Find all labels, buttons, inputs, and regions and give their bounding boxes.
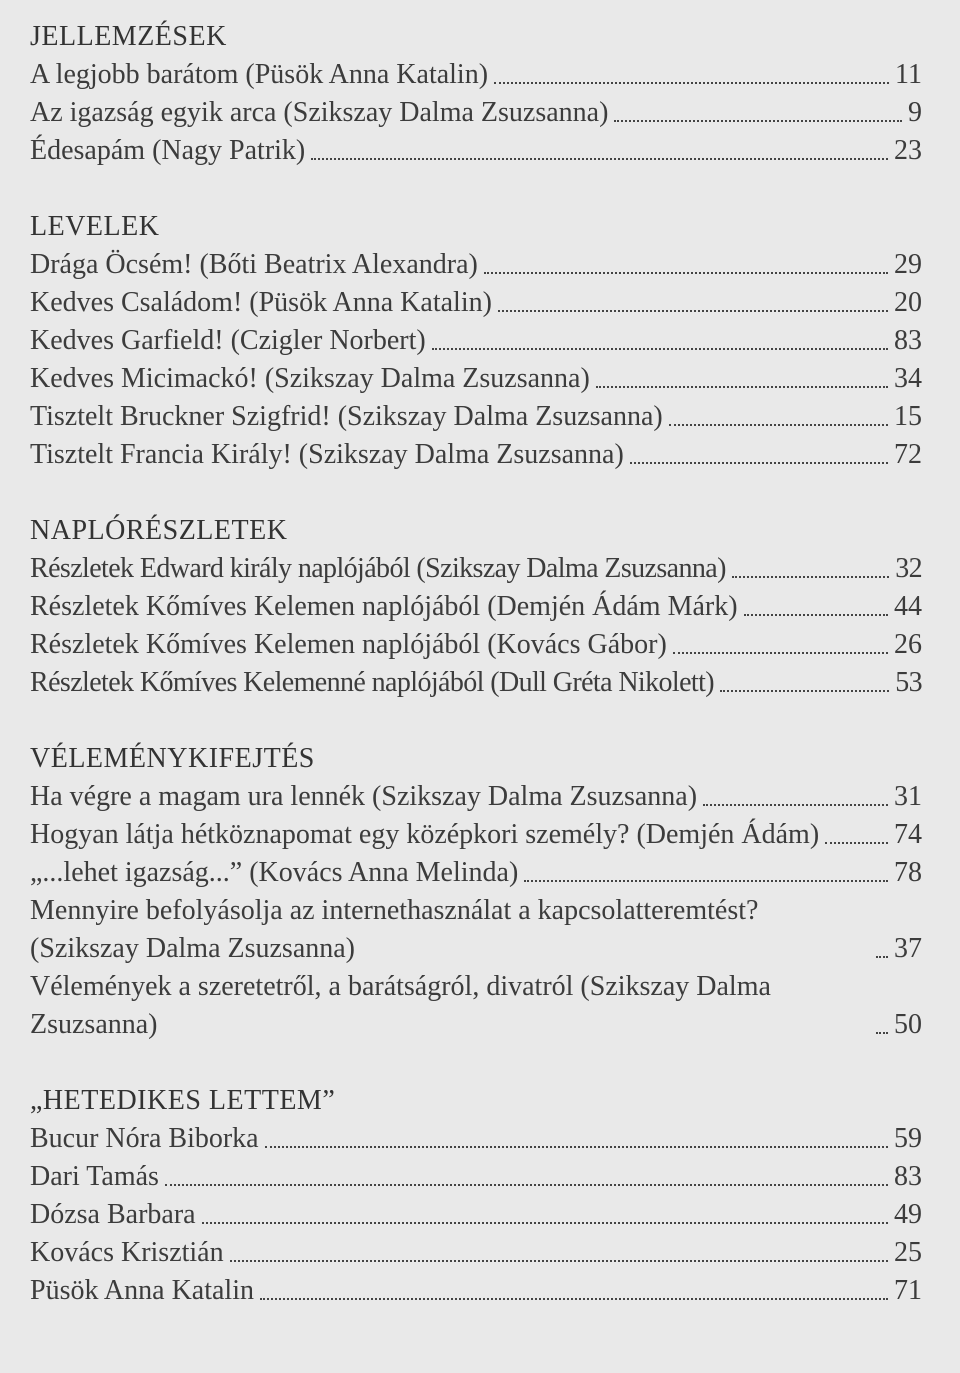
toc-entry-page: 53 <box>895 667 922 698</box>
section-naploreszletek <box>30 512 922 702</box>
toc-entry-page: 23 <box>894 135 922 166</box>
toc-entry[interactable] <box>30 664 922 702</box>
toc-entry-page: 9 <box>908 97 922 128</box>
toc-entry[interactable] <box>30 56 922 94</box>
toc-entry[interactable] <box>30 1234 922 1272</box>
toc-entry-title: Részletek Kőmíves Kelemen naplójából (Kovács Gábor) <box>30 629 667 660</box>
section-velemenykifejtes <box>30 740 922 1044</box>
toc-entry[interactable] <box>30 968 922 1044</box>
toc-entry-title: Dari Tamás <box>30 1161 159 1192</box>
toc-entry[interactable] <box>30 398 922 436</box>
dot-leader <box>876 1032 888 1034</box>
toc-entry-page: 31 <box>894 781 922 812</box>
toc-entry-page: 26 <box>894 629 922 660</box>
toc-entry-title: Az igazság egyik arca (Szikszay Dalma Zsuzsanna) <box>30 97 609 128</box>
dot-leader <box>265 1146 888 1148</box>
toc-entry-page: 29 <box>894 249 922 280</box>
toc-entry[interactable] <box>30 1158 922 1196</box>
dot-leader <box>494 82 889 84</box>
toc-entry[interactable] <box>30 436 922 474</box>
toc-entry-title: Drága Öcsém! (Bőti Beatrix Alexandra) <box>30 249 478 280</box>
toc-entry-page: 71 <box>894 1275 922 1306</box>
toc-entry-page: 78 <box>894 857 922 888</box>
dot-leader <box>614 120 902 122</box>
toc-entry-title: Bucur Nóra Biborka <box>30 1123 259 1154</box>
section-hetedikes-lettem <box>30 1082 922 1310</box>
toc-entry-title: Édesapám (Nagy Patrik) <box>30 135 306 166</box>
toc-entry-title: „...lehet igazság...” (Kovács Anna Melinda) <box>30 857 519 888</box>
toc-entry[interactable] <box>30 778 922 816</box>
dot-leader <box>720 690 889 692</box>
toc-entry[interactable] <box>30 1196 922 1234</box>
toc-entry-page: 50 <box>894 1009 922 1040</box>
toc-entry-title: Mennyire befolyásolja az internethasználat a kapcsolatteremtést? (Szikszay Dalma Zsuzsanna) <box>30 895 759 964</box>
dot-leader <box>524 880 888 882</box>
dot-leader <box>703 804 888 806</box>
toc-entry-title: Ha végre a magam ura lennék (Szikszay Dalma Zsuzsanna) <box>30 781 698 812</box>
toc-entry[interactable] <box>30 132 922 170</box>
toc-entry-page: 49 <box>894 1199 922 1230</box>
toc-entry-page: 11 <box>895 59 922 90</box>
toc-entry-title: Kedves Családom! (Püsök Anna Katalin) <box>30 287 492 318</box>
toc-entry[interactable] <box>30 816 922 854</box>
dot-leader <box>230 1260 888 1262</box>
dot-leader <box>432 348 888 350</box>
section-levelek <box>30 208 922 474</box>
toc-entry-title: Részletek Kőmíves Kelemenné naplójából (Dull Gréta Nikolett) <box>30 667 715 698</box>
toc-entry-title: Részletek Kőmíves Kelemen naplójából (Demjén Ádám Márk) <box>30 591 738 622</box>
dot-leader <box>630 462 888 464</box>
toc-entry-page: 25 <box>894 1237 922 1268</box>
dot-leader <box>669 424 888 426</box>
toc-entry[interactable] <box>30 588 922 626</box>
toc-entry-page: 74 <box>894 819 922 850</box>
toc-entry-page: 59 <box>894 1123 922 1154</box>
toc-entry[interactable] <box>30 854 922 892</box>
dot-leader <box>484 272 888 274</box>
toc-entry-title: Kedves Garfield! (Czigler Norbert) <box>30 325 426 356</box>
dot-leader <box>732 576 889 578</box>
section-title: VÉLEMÉNYKIFEJTÉS <box>30 743 315 774</box>
dot-leader <box>165 1184 888 1186</box>
toc-entry-page: 83 <box>894 325 922 356</box>
toc-entry-title: Tisztelt Bruckner Szigfrid! (Szikszay Dalma Zsuzsanna) <box>30 401 663 432</box>
dot-leader <box>311 158 888 160</box>
toc-entry-title: Püsök Anna Katalin <box>30 1275 254 1306</box>
toc-entry[interactable] <box>30 626 922 664</box>
toc-entry-title: Tisztelt Francia Király! (Szikszay Dalma Zsuzsanna) <box>30 439 624 470</box>
toc-entry[interactable] <box>30 550 922 588</box>
section-title: „HETEDIKES LETTEM” <box>30 1085 336 1116</box>
toc-entry-page: 44 <box>894 591 922 622</box>
toc-entry[interactable] <box>30 892 922 968</box>
dot-leader <box>876 956 888 958</box>
toc-entry[interactable] <box>30 1120 922 1158</box>
dot-leader <box>498 310 888 312</box>
toc-entry-page: 20 <box>894 287 922 318</box>
toc-entry[interactable] <box>30 360 922 398</box>
dot-leader <box>825 842 888 844</box>
toc-entry-page: 72 <box>894 439 922 470</box>
section-title: NAPLÓRÉSZLETEK <box>30 515 288 546</box>
section-title: JELLEMZÉSEK <box>30 21 227 52</box>
toc-entry-title: Kovács Krisztián <box>30 1237 224 1268</box>
dot-leader <box>744 614 888 616</box>
toc-entry-page: 83 <box>894 1161 922 1192</box>
toc-entry-title: Dózsa Barbara <box>30 1199 196 1230</box>
toc-entry[interactable] <box>30 284 922 322</box>
toc-entry-page: 34 <box>894 363 922 394</box>
toc-entry-title: Kedves Micimackó! (Szikszay Dalma Zsuzsanna) <box>30 363 590 394</box>
toc-entry[interactable] <box>30 1272 922 1310</box>
toc-entry-page: 32 <box>895 553 922 584</box>
toc-entry[interactable] <box>30 246 922 284</box>
dot-leader <box>202 1222 888 1224</box>
toc-entry[interactable] <box>30 322 922 360</box>
dot-leader <box>260 1298 888 1300</box>
toc-entry-title: Vélemények a szeretetről, a barátságról, divatról (Szikszay Dalma Zsuzsanna) <box>30 971 771 1040</box>
section-jellemzesek <box>30 18 922 170</box>
toc-entry-title: Hogyan látja hétköznapomat egy középkori személy? (Demjén Ádám) <box>30 819 820 850</box>
dot-leader <box>596 386 888 388</box>
toc-entry[interactable] <box>30 94 922 132</box>
toc-entry-title: A legjobb barátom (Püsök Anna Katalin) <box>30 59 489 90</box>
section-title: LEVELEK <box>30 211 160 242</box>
dot-leader <box>673 652 888 654</box>
toc-entry-title: Részletek Edward király naplójából (Szikszay Dalma Zsuzsanna) <box>30 553 726 584</box>
toc-entry-page: 37 <box>894 933 922 964</box>
toc-entry-page: 15 <box>894 401 922 432</box>
